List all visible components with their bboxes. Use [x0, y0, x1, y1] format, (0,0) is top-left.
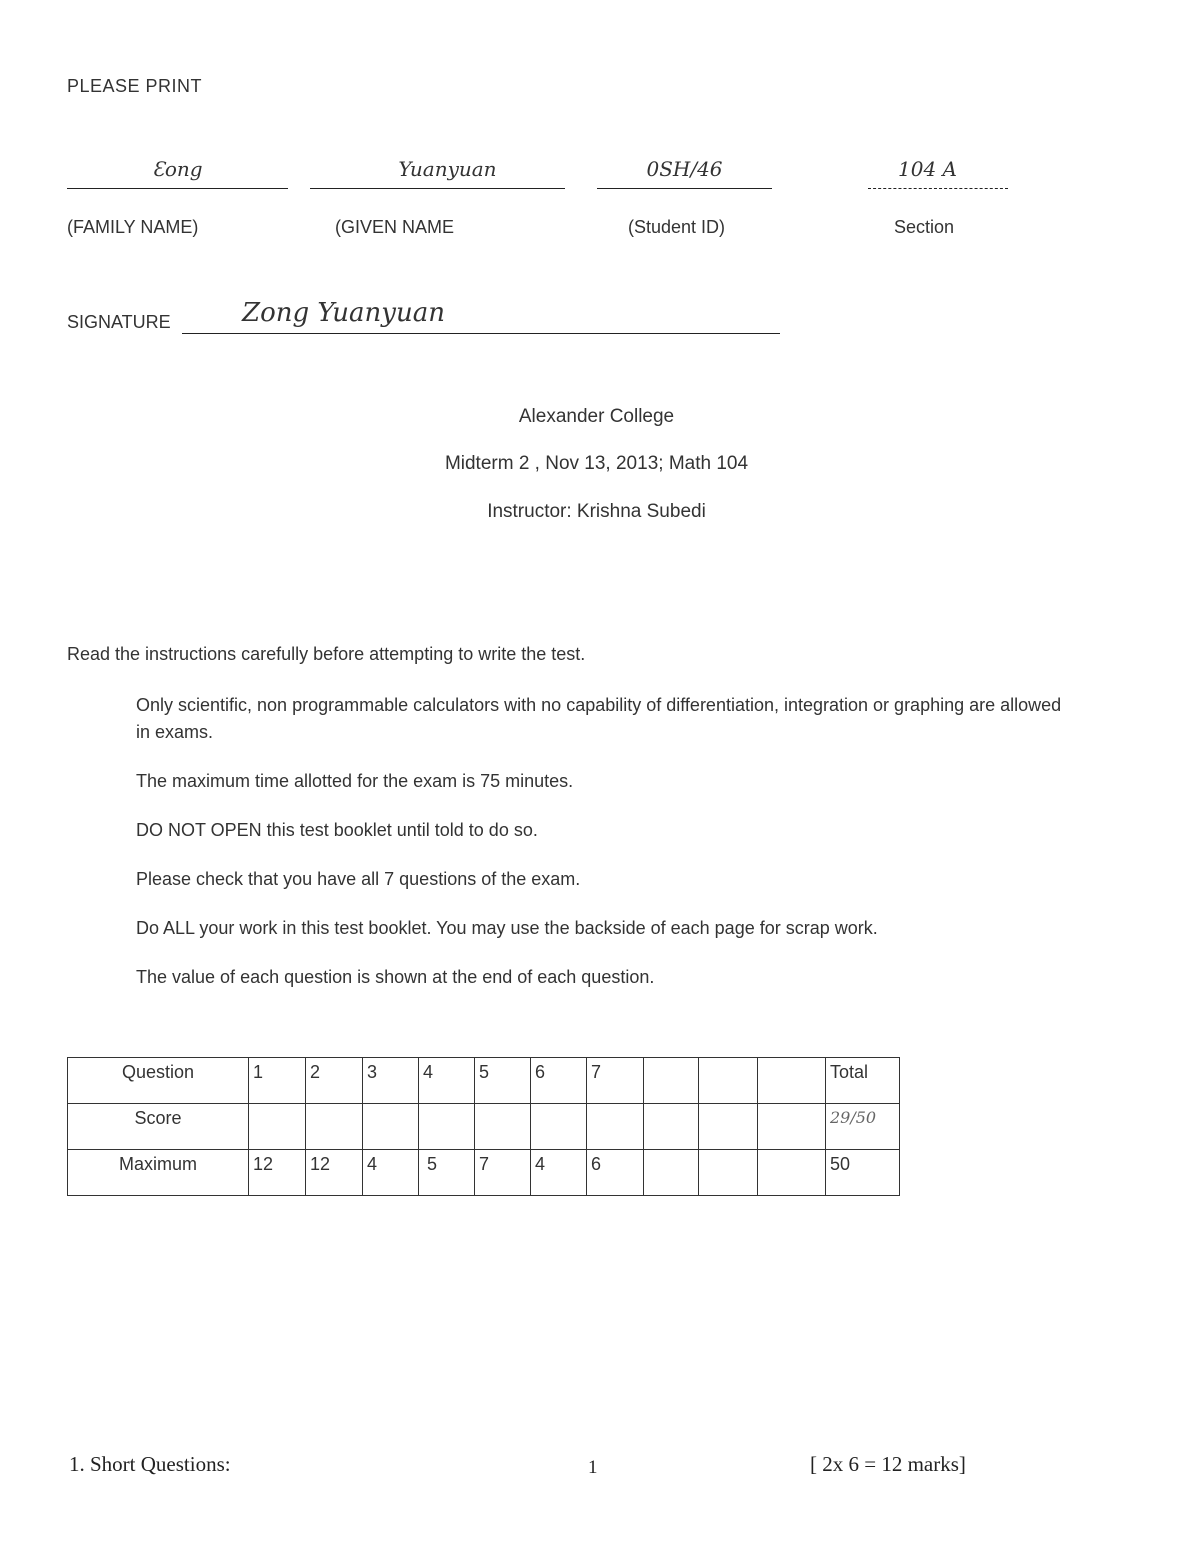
- instruction-item: The value of each question is shown at the end of each question.: [136, 967, 655, 987]
- empty-cell: [644, 1058, 699, 1104]
- signature-field[interactable]: [182, 293, 780, 334]
- row-header-score: Score: [68, 1104, 249, 1150]
- score-total-cell[interactable]: 29/50: [826, 1104, 900, 1150]
- family-name-underline: [67, 188, 288, 189]
- maximum-total-cell: 50: [826, 1150, 900, 1196]
- question-section-title: 1. Short Questions:: [69, 1452, 231, 1476]
- given-name-caption: (GIVEN NAME: [335, 217, 455, 237]
- question-number-cell: 3: [363, 1058, 419, 1104]
- maximum-cell: 12: [249, 1150, 306, 1196]
- student-id-underline: [597, 188, 772, 189]
- college-name: Alexander College: [518, 406, 675, 427]
- empty-cell: [644, 1150, 699, 1196]
- score-cell[interactable]: [419, 1104, 475, 1150]
- maximum-row: [68, 1150, 900, 1196]
- total-header-cell: Total: [826, 1058, 900, 1104]
- empty-cell: [699, 1058, 758, 1104]
- maximum-cell: 6: [587, 1150, 644, 1196]
- student-id-field[interactable]: [597, 150, 772, 189]
- question-number-cell: 1: [249, 1058, 306, 1104]
- family-name-field[interactable]: [67, 150, 288, 189]
- maximum-cell: 7: [475, 1150, 531, 1196]
- section-underline: [868, 188, 1008, 189]
- given-name-underline: [310, 188, 565, 189]
- section-value: 104 A: [898, 157, 957, 181]
- question-number-cell: 4: [419, 1058, 475, 1104]
- page-number: 1: [588, 1457, 598, 1478]
- signature-value: Zong Yuanyuan: [242, 298, 445, 328]
- score-cell[interactable]: [249, 1104, 306, 1150]
- maximum-cell: 4: [531, 1150, 587, 1196]
- question-row: [68, 1058, 900, 1104]
- family-name-caption: (FAMILY NAME): [67, 217, 199, 237]
- instructions-list: [136, 692, 1066, 1013]
- empty-cell: [644, 1104, 699, 1150]
- instruction-item: Please check that you have all 7 questions of the exam.: [136, 869, 581, 889]
- question-number-cell: 5: [475, 1058, 531, 1104]
- exam-title: Midterm 2 , Nov 13, 2013; Math 104: [444, 453, 749, 474]
- score-cell[interactable]: [306, 1104, 363, 1150]
- empty-cell: [699, 1150, 758, 1196]
- section-field[interactable]: [868, 150, 1008, 189]
- instruction-item: DO NOT OPEN this test booklet until told to do so.: [136, 820, 538, 840]
- score-cell[interactable]: [587, 1104, 644, 1150]
- empty-cell: [758, 1104, 826, 1150]
- student-id-caption: (Student ID): [628, 217, 726, 237]
- instruction-item: Do ALL your work in this test booklet. You may use the backside of each page for scrap work.: [136, 918, 878, 938]
- row-header-maximum: Maximum: [68, 1150, 249, 1196]
- maximum-cell: 5: [419, 1150, 475, 1196]
- instruction-item: Only scientific, non programmable calculators with no capability of differentiation, integration or graphing are allowed in exams.: [136, 695, 1062, 742]
- please-print-label: PLEASE PRINT: [67, 76, 203, 96]
- maximum-cell: 12: [306, 1150, 363, 1196]
- empty-cell: [758, 1150, 826, 1196]
- score-row: [68, 1104, 900, 1150]
- score-cell[interactable]: [531, 1104, 587, 1150]
- signature-label: SIGNATURE: [67, 312, 171, 332]
- given-name-value: Yuanyuan: [398, 157, 497, 181]
- row-header-question: Question: [68, 1058, 249, 1104]
- signature-underline: [182, 333, 780, 334]
- section-caption: Section: [894, 217, 955, 237]
- score-cell[interactable]: [475, 1104, 531, 1150]
- instruction-item: The maximum time allotted for the exam is 75 minutes.: [136, 771, 574, 791]
- empty-cell: [699, 1104, 758, 1150]
- maximum-cell: 4: [363, 1150, 419, 1196]
- question-number-cell: 7: [587, 1058, 644, 1104]
- empty-cell: [758, 1058, 826, 1104]
- instructor-line: Instructor: Krishna Subedi: [487, 501, 706, 522]
- question-number-cell: 6: [531, 1058, 587, 1104]
- given-name-field[interactable]: [310, 150, 565, 189]
- marks-table: [67, 1057, 900, 1196]
- instructions-heading: Read the instructions carefully before attempting to write the test.: [67, 644, 586, 664]
- score-cell[interactable]: [363, 1104, 419, 1150]
- question-number-cell: 2: [306, 1058, 363, 1104]
- family-name-value: Ɛong: [152, 157, 203, 181]
- student-id-value: 0SH/46: [646, 157, 723, 181]
- question-marks: [ 2x 6 = 12 marks]: [810, 1452, 966, 1476]
